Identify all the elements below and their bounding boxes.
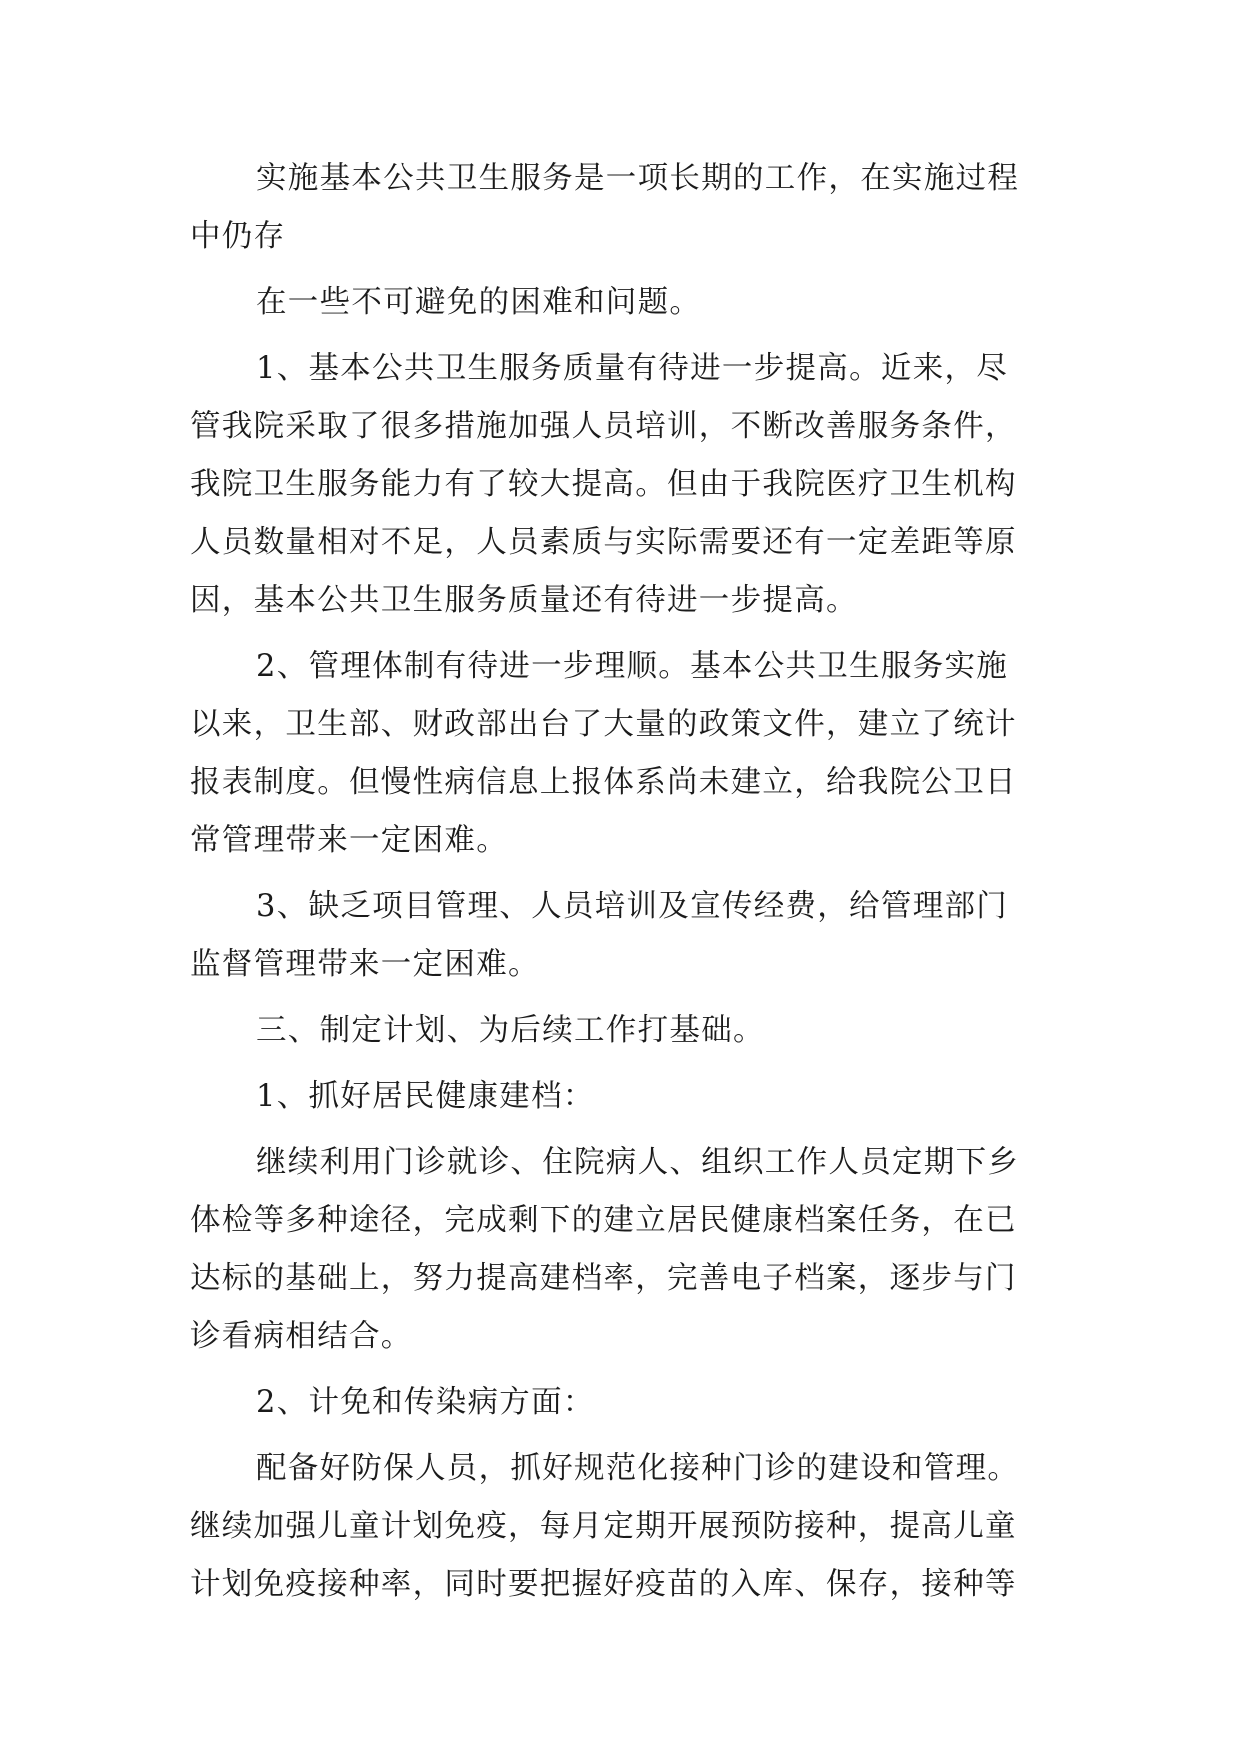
paragraph-line: 1、基本公共卫生服务质量有待进一步提高。近来，尽 [256,351,1009,386]
paragraph-line: 体检等多种途径，完成剩下的建立居民健康档案任务，在已 [190,1203,1017,1238]
paragraph-line: 以来，卫生部、财政部出台了大量的政策文件，建立了统计 [190,707,1017,742]
paragraph-line: 实施基本公共卫生服务是一项长期的工作，在实施过程 [256,161,1020,196]
paragraph-line: 在一些不可避免的困难和问题。 [256,285,702,320]
paragraph-line: 2、管理体制有待进一步理顺。基本公共卫生服务实施 [256,649,1009,684]
section-heading: 三、制定计划、为后续工作打基础。 [256,1013,765,1048]
paragraph-line: 中仍存 [190,219,286,254]
paragraph-line: 人员数量相对不足，人员素质与实际需要还有一定差距等原 [190,525,1017,560]
paragraph-line: 我院卫生服务能力有了较大提高。但由于我院医疗卫生机构 [190,467,1017,502]
paragraph-line: 报表制度。但慢性病信息上报体系尚未建立，给我院公卫日 [190,765,1017,800]
document-body [190,150,1050,1614]
paragraph-line: 监督管理带来一定困难。 [190,947,540,982]
paragraph-line: 常管理带来一定困难。 [190,823,508,858]
paragraph-line: 计划免疫接种率，同时要把握好疫苗的入库、保存，接种等 [190,1567,1017,1602]
paragraph-line: 达标的基础上，努力提高建档率，完善电子档案，逐步与门 [190,1261,1017,1296]
paragraph-line: 配备好防保人员，抓好规范化接种门诊的建设和管理。 [256,1451,1020,1486]
paragraph-line: 继续加强儿童计划免疫，每月定期开展预防接种，提高儿童 [190,1509,1017,1544]
paragraph-line: 因，基本公共卫生服务质量还有待进一步提高。 [190,583,858,618]
subsection-heading: 1、抓好居民健康建档： [256,1079,595,1114]
subsection-heading: 2、计免和传染病方面： [256,1385,595,1420]
paragraph-line: 管我院采取了很多措施加强人员培训，不断改善服务条件， [190,409,1017,444]
paragraph-line: 3、缺乏项目管理、人员培训及宣传经费，给管理部门 [256,889,1009,924]
paragraph-line: 继续利用门诊就诊、住院病人、组织工作人员定期下乡 [256,1145,1020,1180]
paragraph-line: 诊看病相结合。 [190,1319,413,1354]
